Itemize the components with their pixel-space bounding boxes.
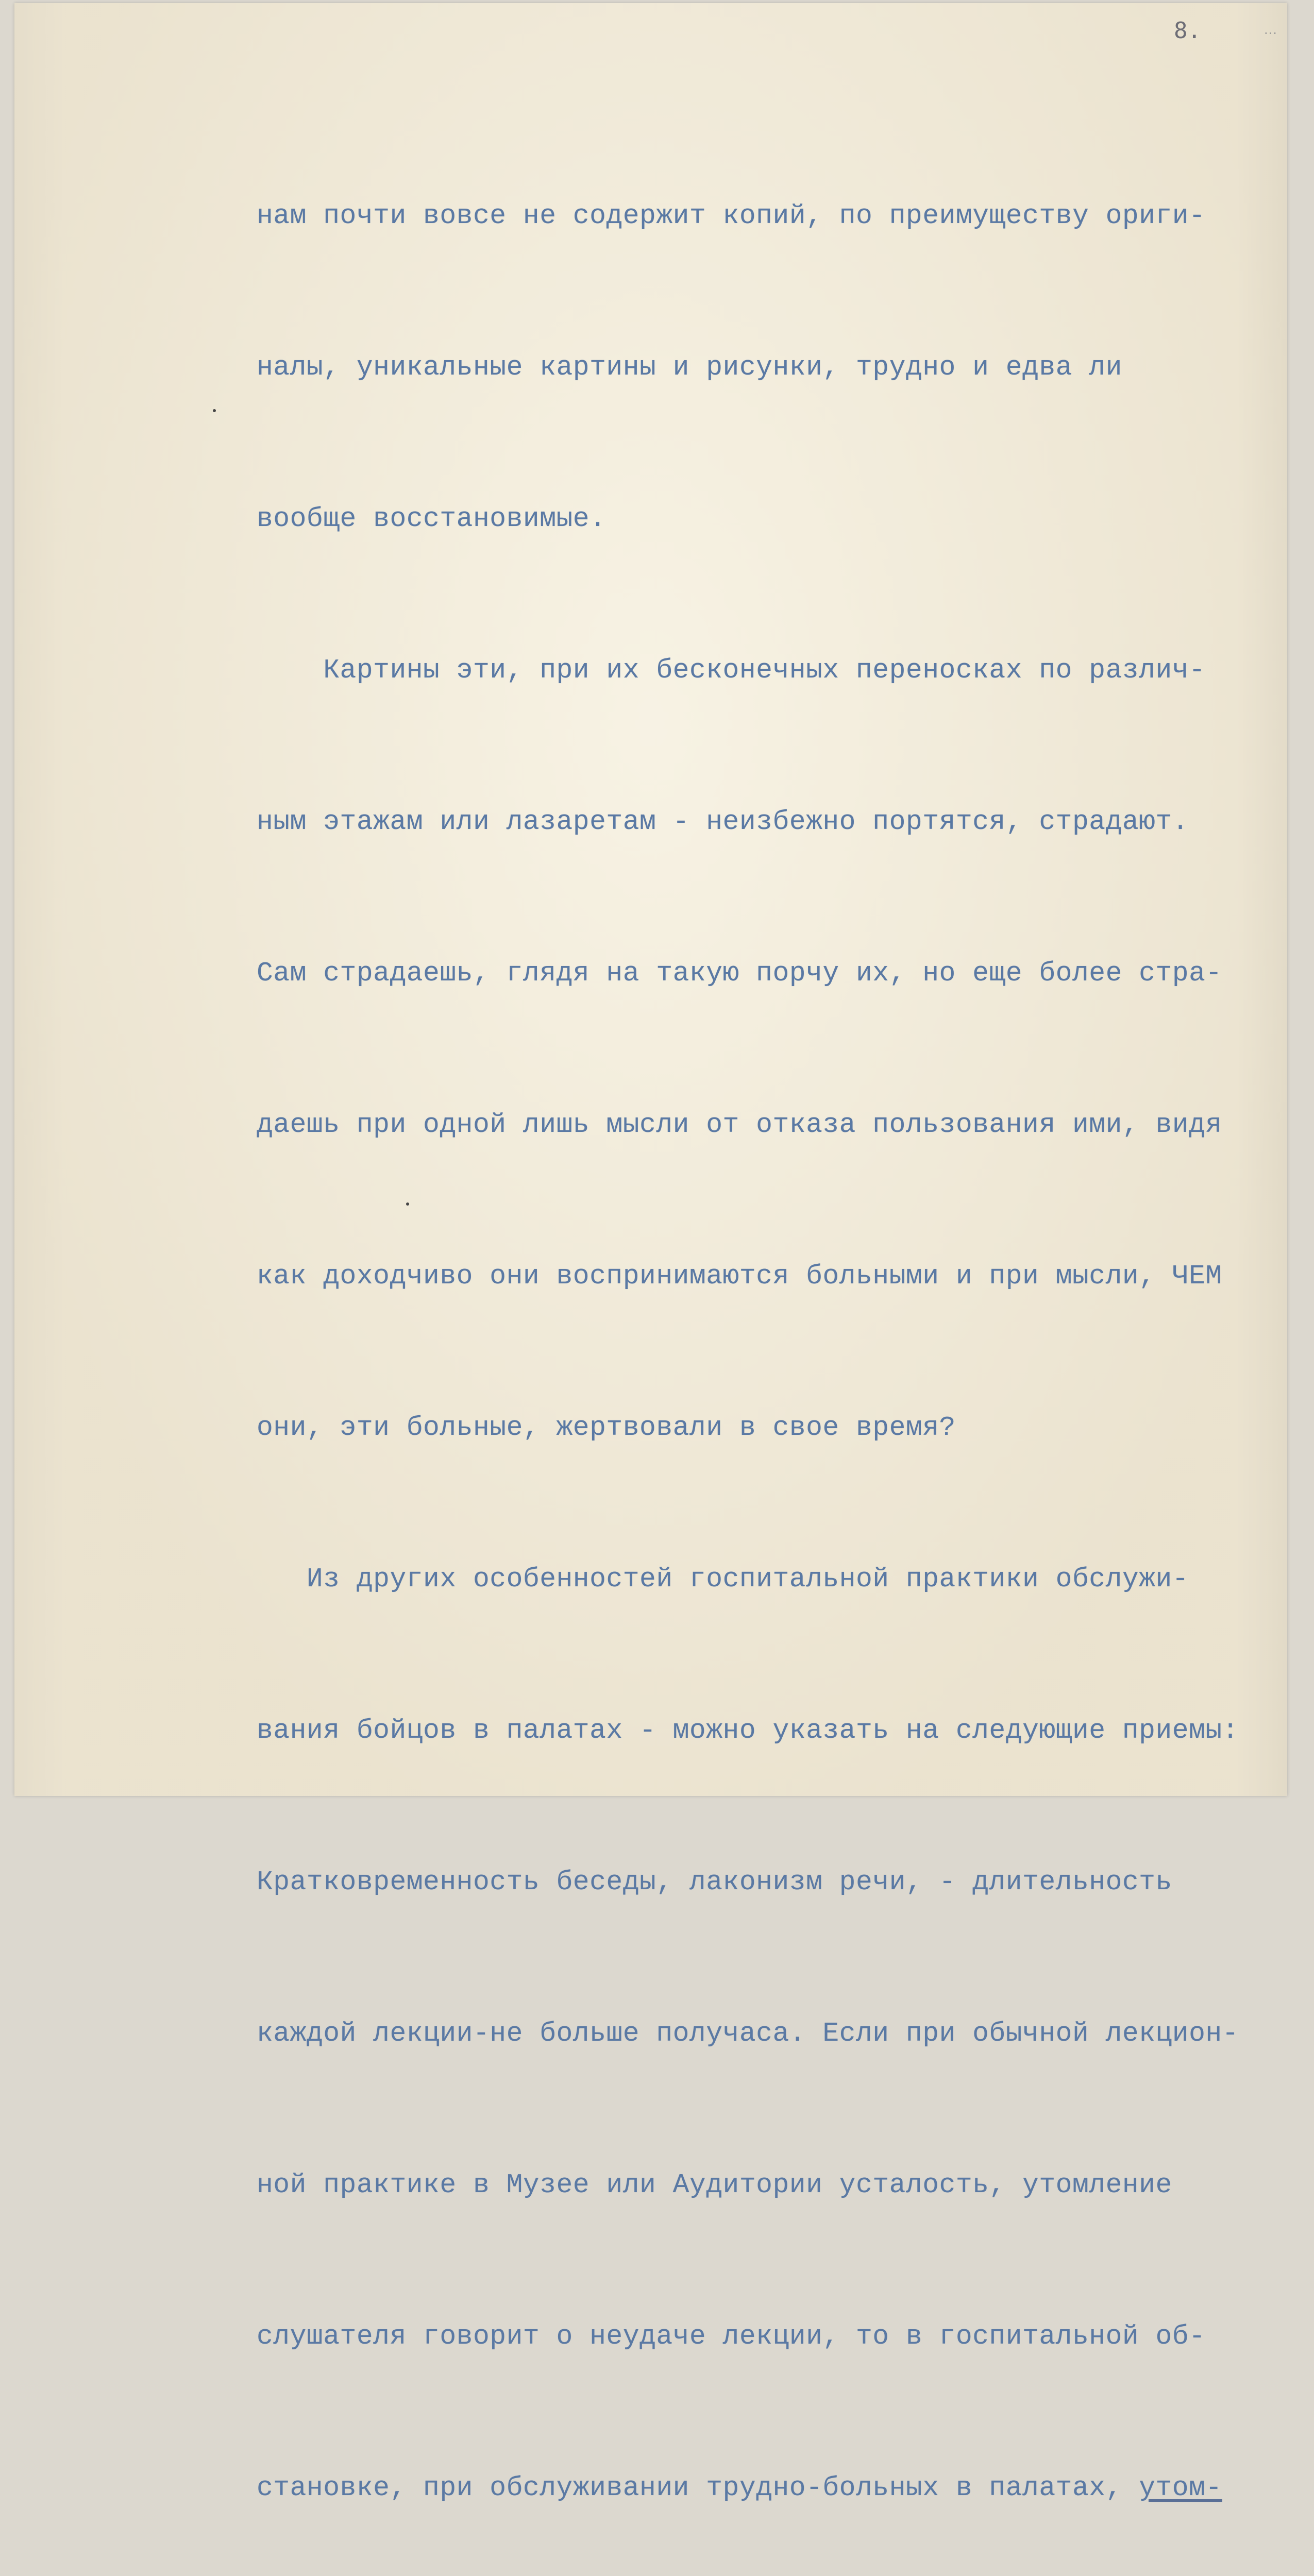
text-line: Картины эти, при их бесконечных переносках по различ- bbox=[257, 655, 1206, 686]
text-segment: становке, при обслуживании трудно-больных в палатах, bbox=[257, 2472, 1139, 2503]
text-line: Кратковременность беседы, лаконизм речи, - длительность bbox=[257, 1867, 1172, 1897]
document-page bbox=[14, 3, 1287, 2503]
text-line: как доходчиво они воспринимаются больными и при мысли, ЧЕМ bbox=[257, 1261, 1222, 1292]
text-line: ной практике в Музее или Аудитории усталость, утомление bbox=[257, 2170, 1172, 2200]
page-number: 8. bbox=[1174, 18, 1201, 44]
pencil-mark bbox=[213, 409, 216, 412]
text-line: каждой лекции-не больше получаса. Если при обычной лекцион- bbox=[257, 2018, 1239, 2049]
text-line: слушателя говорит о неудаче лекции, то в госпитальной об- bbox=[257, 2321, 1206, 2352]
text-line: налы, уникальные картины и рисунки, трудно и едва ли bbox=[257, 352, 1122, 383]
text-line: даешь при одной лишь мысли от отказа пользования ими, видя bbox=[257, 1109, 1222, 1140]
text-line: Из других особенностей госпитальной практики обслужи- bbox=[257, 1564, 1189, 1595]
text-line: вания бойцов в палатах - можно указать на следующие приемы: bbox=[257, 1715, 1239, 1746]
text-line bbox=[257, 2463, 1277, 2513]
text-line: вообще восстановимые. bbox=[257, 503, 607, 534]
corner-mark: ... bbox=[1264, 23, 1277, 37]
underlined-text: утом- bbox=[1139, 2472, 1222, 2503]
text-line: нам почти вовсе не содержит копий, по преимуществу ориги- bbox=[257, 200, 1206, 231]
typed-body-text bbox=[257, 90, 1277, 2576]
text-line: они, эти больные, жертвовали в свое время? bbox=[257, 1412, 956, 1443]
text-line: ным этажам или лазаретам - неизбежно портятся, страдают. bbox=[257, 806, 1189, 837]
text-line: Сам страдаешь, глядя на такую порчу их, но еще более стра- bbox=[257, 958, 1222, 989]
